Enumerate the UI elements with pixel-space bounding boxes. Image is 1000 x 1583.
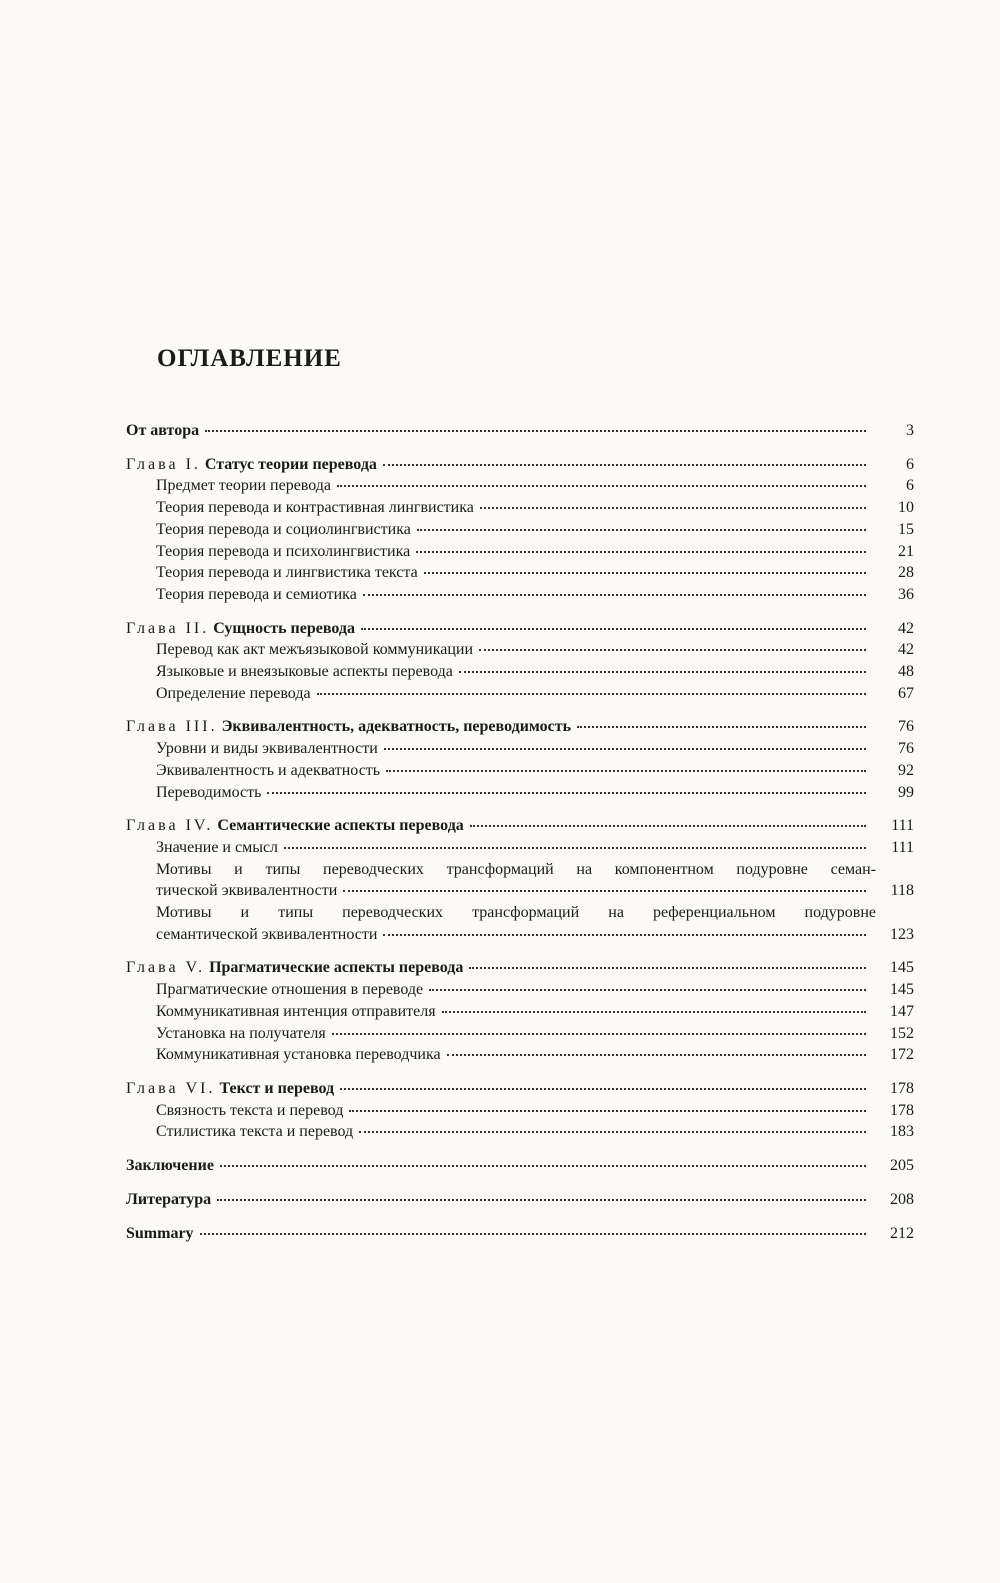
- toc-entry-label: Перевод как акт межъязыковой коммуникации: [156, 641, 474, 659]
- chapter-prefix: Глава III.: [126, 718, 218, 736]
- toc-entry-page: 92: [898, 761, 914, 779]
- toc-entry[interactable]: [126, 1223, 914, 1245]
- toc-chapter-5: [126, 957, 914, 1066]
- toc-preface: [126, 420, 914, 442]
- toc-entry-page: 67: [898, 684, 914, 702]
- toc-entry[interactable]: [126, 683, 914, 705]
- toc-entry-page: 21: [898, 542, 914, 560]
- toc-entry-page: 145: [890, 981, 914, 999]
- toc-chapter-2: [126, 618, 914, 705]
- toc-entry-page: 178: [890, 1079, 914, 1097]
- toc-entry-page: 99: [898, 783, 914, 801]
- toc-entry-label: Заключение: [126, 1157, 214, 1175]
- dot-leader: [469, 967, 866, 969]
- toc-entry-page: 3: [906, 422, 914, 439]
- toc-entry-label: Теория перевода и лингвистика текста: [156, 564, 418, 582]
- dot-leader: [429, 989, 866, 991]
- dot-leader: [442, 1011, 866, 1013]
- toc-entry-page: 6: [906, 477, 914, 495]
- toc-entry-page: 42: [898, 619, 914, 637]
- dot-leader: [479, 649, 866, 651]
- toc-entry-label: Определение перевода: [156, 684, 311, 702]
- toc-entry-label: Эквивалентность и адекватность: [156, 761, 381, 779]
- toc-entry-label: Значение и смысл: [156, 838, 279, 856]
- toc-entry[interactable]: [126, 475, 914, 497]
- dot-leader: [384, 748, 866, 750]
- toc-entry-page: 208: [890, 1190, 914, 1208]
- chapter-prefix: Глава II.: [126, 619, 210, 637]
- toc-chapter-heading[interactable]: [126, 815, 914, 837]
- toc-entry-label: Переводимость: [156, 783, 262, 801]
- toc-entry[interactable]: [126, 497, 914, 519]
- toc-entry-page: 152: [890, 1024, 914, 1042]
- toc-entry-page: 36: [898, 585, 914, 603]
- toc-entry[interactable]: [126, 420, 914, 442]
- toc-entry[interactable]: [126, 1189, 914, 1211]
- toc-summary: [126, 1223, 914, 1245]
- toc-entry-page: 15: [898, 520, 914, 538]
- toc-entry-page: 48: [898, 663, 914, 681]
- toc-entry[interactable]: [126, 979, 914, 1001]
- toc-entry-label: Прагматические отношения в переводе: [156, 981, 424, 999]
- toc-entry[interactable]: [126, 1121, 914, 1143]
- dot-leader: [383, 934, 866, 936]
- dot-leader: [424, 572, 866, 574]
- toc-entry-label: Теория перевода и социолингвистика: [156, 520, 411, 538]
- toc-entry-page: 205: [890, 1157, 914, 1175]
- toc-entry-label-line1: Мотивы и типы переводческих трансформаций на компонентном подуровне семан-: [156, 860, 876, 878]
- toc-entry-page: 111: [891, 817, 914, 835]
- toc-entry[interactable]: [126, 760, 914, 782]
- toc-entry-multiline[interactable]: [126, 859, 914, 902]
- toc-chapter-3: [126, 716, 914, 803]
- dot-leader: [447, 1054, 866, 1056]
- toc-entry-label: Теория перевода и контрастивная лингвистика: [156, 499, 474, 517]
- chapter-title: Текст и перевод: [219, 1079, 335, 1097]
- toc-entry-label-line1: Мотивы и типы переводческих трансформаций на референциальном подуровне: [156, 904, 876, 922]
- toc-entry[interactable]: [126, 1155, 914, 1177]
- toc-entry-label: Summary: [126, 1224, 194, 1242]
- toc-entry[interactable]: [126, 639, 914, 661]
- toc-entry-label: Теория перевода и семиотика: [156, 585, 357, 603]
- chapter-prefix: Глава VI.: [126, 1079, 216, 1097]
- toc-entry-label: Теория перевода и психолингвистика: [156, 542, 411, 560]
- toc-entry[interactable]: [126, 738, 914, 760]
- toc-entry-page: 28: [898, 564, 914, 582]
- dot-leader: [337, 485, 866, 487]
- dot-leader: [332, 1033, 866, 1035]
- toc-conclusion: [126, 1155, 914, 1177]
- toc-entry-page: 76: [898, 740, 914, 758]
- dot-leader: [577, 726, 866, 728]
- toc-entry-continuation: [126, 880, 914, 902]
- toc-entry-label: Коммуникативная интенция отправителя: [156, 1002, 436, 1020]
- page-title: ОГЛАВЛЕНИЕ: [157, 345, 342, 372]
- chapter-title: Сущность перевода: [213, 619, 356, 637]
- chapter-title: Статус теории перевода: [204, 455, 377, 473]
- dot-leader: [480, 507, 866, 509]
- toc-chapter-heading[interactable]: [126, 1078, 914, 1100]
- dot-leader: [200, 1233, 866, 1235]
- toc-entry-page: 118: [890, 882, 914, 900]
- chapter-prefix: Глава IV.: [126, 817, 214, 835]
- toc-entry-page: 76: [898, 718, 914, 736]
- toc-entry-label: Языковые и внеязыковые аспекты перевода: [156, 663, 453, 681]
- dot-leader: [220, 1165, 866, 1167]
- dot-leader: [284, 847, 866, 849]
- toc-entry-page: 145: [890, 959, 914, 977]
- chapter-title: Эквивалентность, адекватность, переводимость: [221, 718, 572, 736]
- toc-chapter-heading[interactable]: [126, 957, 914, 979]
- chapter-title: Семантические аспекты перевода: [217, 817, 464, 835]
- dot-leader: [343, 890, 866, 892]
- toc-entry[interactable]: [126, 519, 914, 541]
- dot-leader: [217, 1199, 866, 1201]
- toc-entry-page: 212: [890, 1224, 914, 1242]
- toc-entry[interactable]: [126, 1023, 914, 1045]
- toc-entry-page: 111: [891, 838, 914, 856]
- toc-entry-label: Связность текста и перевод: [156, 1101, 344, 1119]
- toc-entry-label-line2: тической эквивалентности: [156, 882, 338, 900]
- toc-literature: [126, 1189, 914, 1211]
- toc-entry-page: 147: [890, 1002, 914, 1020]
- toc-chapter-heading[interactable]: [126, 716, 914, 738]
- dot-leader: [267, 792, 866, 794]
- toc-entry[interactable]: [126, 562, 914, 584]
- toc-entry-label: Стилистика текста и перевод: [156, 1123, 354, 1141]
- dot-leader: [349, 1110, 866, 1112]
- toc-entry-label-line2: семантической эквивалентности: [156, 925, 378, 943]
- dot-leader: [386, 770, 866, 772]
- toc-entry[interactable]: [126, 837, 914, 859]
- toc-entry-multiline[interactable]: [126, 902, 914, 945]
- dot-leader: [340, 1088, 866, 1090]
- toc-entry[interactable]: [126, 541, 914, 563]
- toc-entry-label: От автора: [126, 422, 200, 439]
- chapter-prefix: Глава V.: [126, 959, 206, 977]
- toc-entry-page: 178: [890, 1101, 914, 1119]
- dot-leader: [459, 671, 866, 673]
- toc-entry[interactable]: [126, 1044, 914, 1066]
- toc-entry[interactable]: [126, 1001, 914, 1023]
- chapter-prefix: Глава I.: [126, 455, 201, 473]
- toc-chapter-heading[interactable]: [126, 454, 914, 476]
- toc-chapter-1: [126, 454, 914, 606]
- toc-entry-label: Уровни и виды эквивалентности: [156, 740, 378, 758]
- toc-entry-continuation: [126, 924, 914, 946]
- dot-leader: [363, 594, 866, 596]
- dot-leader: [417, 529, 866, 531]
- toc-entry-label: Предмет теории перевода: [156, 477, 332, 495]
- dot-leader: [416, 551, 866, 553]
- toc-chapter-4: [126, 815, 914, 945]
- dot-leader: [470, 825, 866, 827]
- toc-entry-label: Установка на получателя: [156, 1024, 326, 1042]
- chapter-title: Прагматические аспекты перевода: [209, 959, 464, 977]
- dot-leader: [383, 464, 866, 466]
- toc-entry[interactable]: [126, 1100, 914, 1122]
- toc-entry-page: 10: [898, 499, 914, 517]
- toc-chapter-heading[interactable]: [126, 618, 914, 640]
- dot-leader: [361, 628, 866, 630]
- toc-entry-page: 6: [906, 455, 914, 473]
- toc-entry-page: 123: [890, 925, 914, 943]
- toc-entry-page: 42: [898, 641, 914, 659]
- toc-entry-label: Коммуникативная установка переводчика: [156, 1046, 441, 1064]
- dot-leader: [359, 1131, 866, 1133]
- toc-entry-page: 183: [890, 1123, 914, 1141]
- table-of-contents: [126, 420, 914, 1256]
- toc-entry[interactable]: [126, 661, 914, 683]
- dot-leader: [205, 430, 866, 432]
- dot-leader: [317, 693, 866, 695]
- toc-entry[interactable]: [126, 782, 914, 804]
- toc-entry-label: Литература: [126, 1190, 212, 1208]
- toc-entry-page: 172: [890, 1046, 914, 1064]
- toc-entry[interactable]: [126, 584, 914, 606]
- toc-chapter-6: [126, 1078, 914, 1143]
